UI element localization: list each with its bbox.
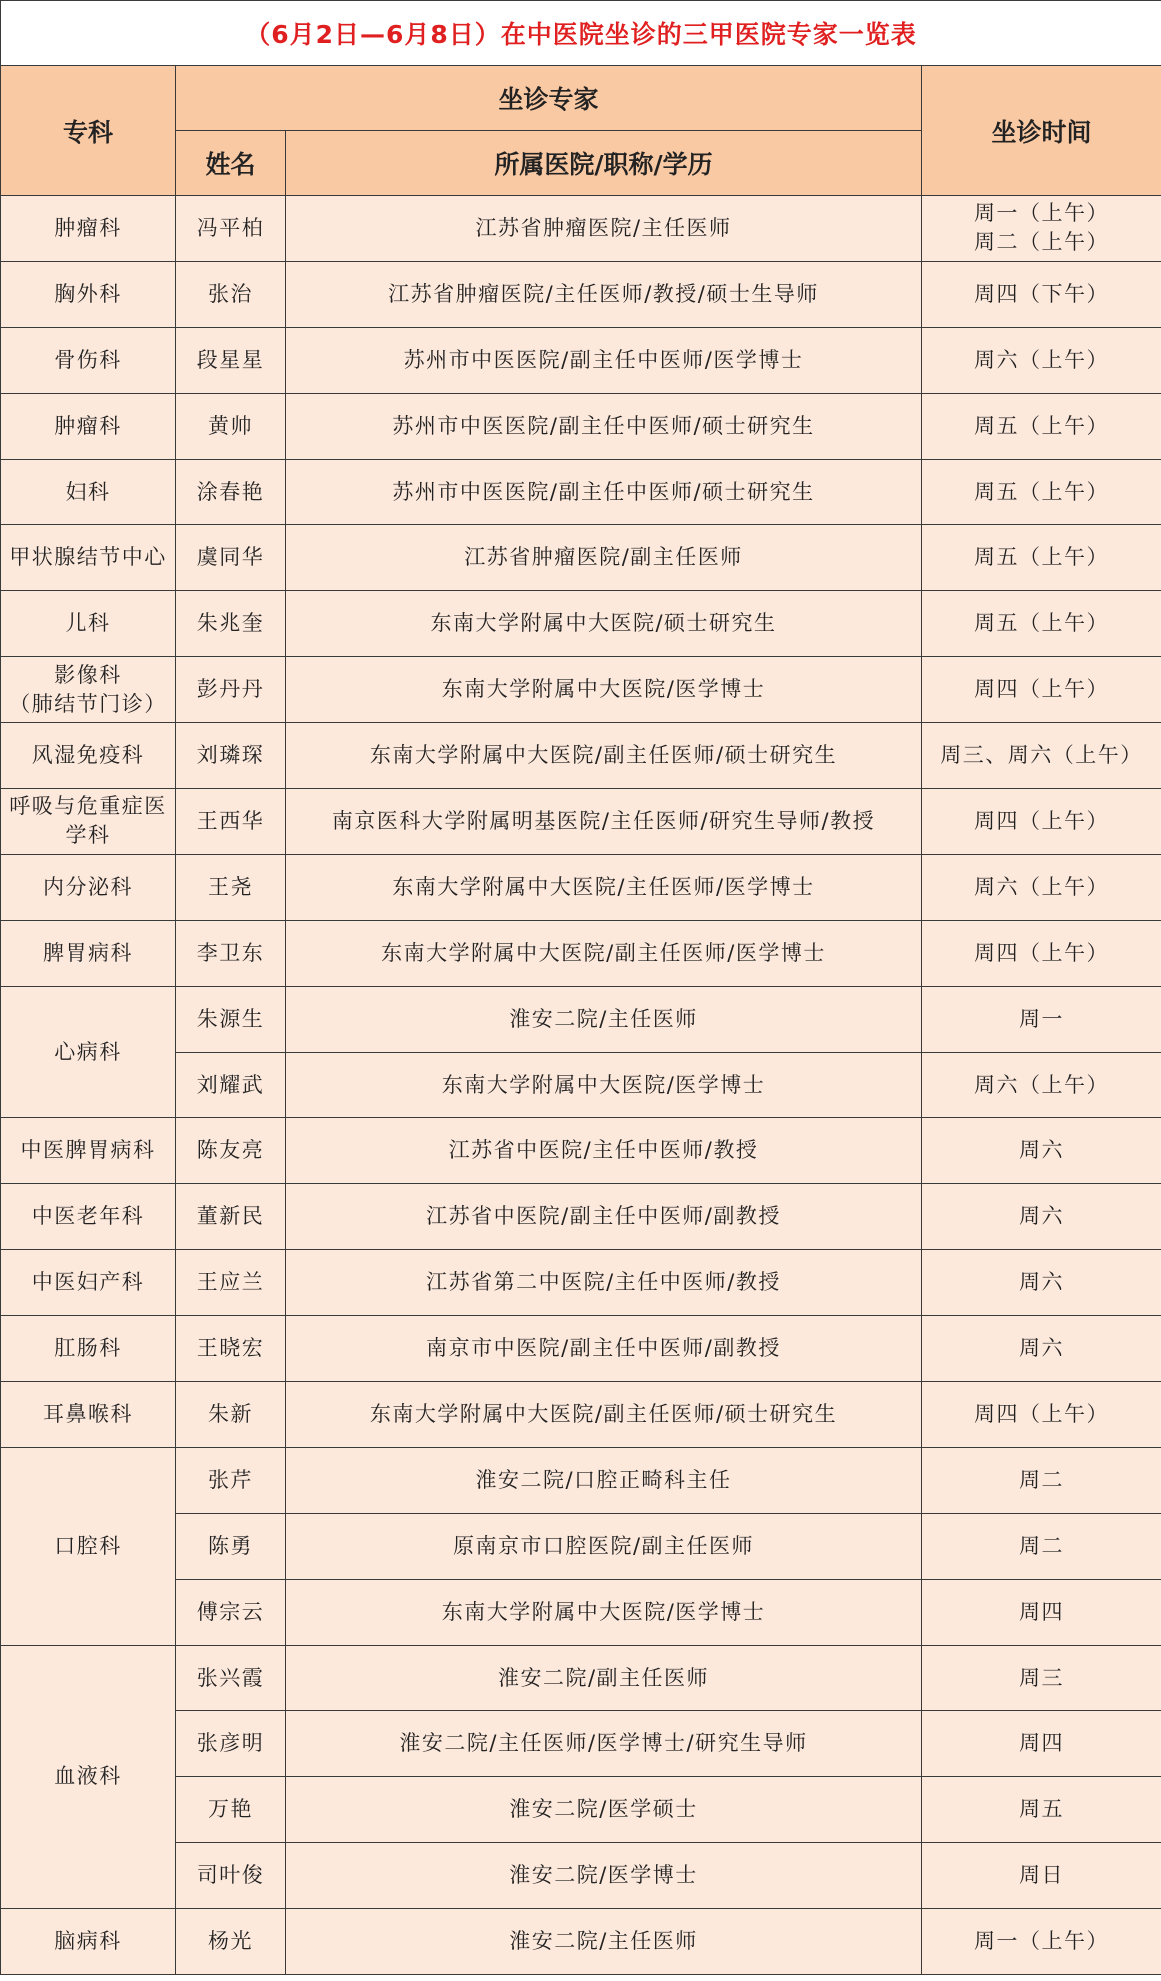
- name-cell: 朱源生: [176, 986, 286, 1052]
- hospital-cell: 江苏省第二中医院/主任中医师/教授: [286, 1250, 922, 1316]
- name-cell: 段星星: [176, 327, 286, 393]
- table-row: [1, 920, 1161, 986]
- name-cell: 王晓宏: [176, 1316, 286, 1382]
- time-cell: 周五（上午）: [922, 591, 1161, 657]
- time-cell: 周六: [922, 1184, 1161, 1250]
- hospital-cell: 东南大学附属中大医院/副主任医师/医学博士: [286, 920, 922, 986]
- hospital-cell: 南京市中医院/副主任中医师/副教授: [286, 1316, 922, 1382]
- dept-cell: 脑病科: [1, 1909, 176, 1975]
- hospital-cell: 淮安二院/口腔正畸科主任: [286, 1447, 922, 1513]
- name-cell: 黄帅: [176, 393, 286, 459]
- time-cell: 周一: [922, 986, 1161, 1052]
- hospital-cell: 江苏省中医院/主任中医师/教授: [286, 1118, 922, 1184]
- table-row: [1, 1250, 1161, 1316]
- name-cell: 傅宗云: [176, 1579, 286, 1645]
- time-cell: 周六: [922, 1250, 1161, 1316]
- time-cell: 周四（上午）: [922, 920, 1161, 986]
- name-cell: 李卫东: [176, 920, 286, 986]
- table-row: [1, 1711, 1161, 1777]
- time-cell: 周二: [922, 1513, 1161, 1579]
- time-cell: 周三、周六（上午）: [922, 723, 1161, 789]
- dept-cell: 骨伤科: [1, 327, 176, 393]
- table-row: [1, 657, 1161, 723]
- table-row: [1, 196, 1161, 262]
- table-row: [1, 525, 1161, 591]
- name-cell: 朱兆奎: [176, 591, 286, 657]
- hospital-cell: 东南大学附属中大医院/医学博士: [286, 1052, 922, 1118]
- hospital-cell: 江苏省肿瘤医院/主任医师/教授/硕士生导师: [286, 261, 922, 327]
- name-cell: 王应兰: [176, 1250, 286, 1316]
- dept-cell: 心病科: [1, 986, 176, 1118]
- dept-cell: 脾胃病科: [1, 920, 176, 986]
- name-cell: 张彦明: [176, 1711, 286, 1777]
- dept-cell: 中医脾胃病科: [1, 1118, 176, 1184]
- time-cell: 周六（上午）: [922, 854, 1161, 920]
- dept-cell: 胸外科: [1, 261, 176, 327]
- table-row: [1, 1909, 1161, 1975]
- dept-cell: 风湿免疫科: [1, 723, 176, 789]
- time-cell: 周四: [922, 1579, 1161, 1645]
- name-cell: 张芹: [176, 1447, 286, 1513]
- hospital-cell: 苏州市中医医院/副主任中医师/硕士研究生: [286, 393, 922, 459]
- dept-cell: 儿科: [1, 591, 176, 657]
- header-experts: 坐诊专家: [176, 66, 922, 131]
- dept-cell: 肿瘤科: [1, 196, 176, 262]
- name-cell: 王尧: [176, 854, 286, 920]
- hospital-cell: 东南大学附属中大医院/副主任医师/硕士研究生: [286, 1382, 922, 1448]
- table-row: [1, 1382, 1161, 1448]
- hospital-cell: 东南大学附属中大医院/硕士研究生: [286, 591, 922, 657]
- table-row: [1, 789, 1161, 855]
- dept-cell: 中医妇产科: [1, 1250, 176, 1316]
- name-cell: 虞同华: [176, 525, 286, 591]
- name-cell: 陈友亮: [176, 1118, 286, 1184]
- hospital-cell: 淮安二院/医学博士: [286, 1843, 922, 1909]
- header-hospital: 所属医院/职称/学历: [286, 131, 922, 196]
- name-cell: 司叶俊: [176, 1843, 286, 1909]
- time-cell: 周日: [922, 1843, 1161, 1909]
- time-cell: 周三: [922, 1645, 1161, 1711]
- name-cell: 彭丹丹: [176, 657, 286, 723]
- hospital-cell: 淮安二院/主任医师: [286, 1909, 922, 1975]
- time-cell: 周四（上午）: [922, 1382, 1161, 1448]
- table-row: [1, 459, 1161, 525]
- time-cell: 周四（上午）: [922, 789, 1161, 855]
- dept-cell: 血液科: [1, 1645, 176, 1909]
- dept-cell: 妇科: [1, 459, 176, 525]
- dept-cell: 中医老年科: [1, 1184, 176, 1250]
- name-cell: 陈勇: [176, 1513, 286, 1579]
- table-title: （6月2日—6月8日）在中医院坐诊的三甲医院专家一览表: [1, 1, 1161, 66]
- table-row: [1, 327, 1161, 393]
- hospital-cell: 江苏省肿瘤医院/副主任医师: [286, 525, 922, 591]
- name-cell: 王西华: [176, 789, 286, 855]
- table-row: [1, 1843, 1161, 1909]
- dept-cell: 甲状腺结节中心: [1, 525, 176, 591]
- hospital-cell: 南京医科大学附属明基医院/主任医师/研究生导师/教授: [286, 789, 922, 855]
- name-cell: 杨光: [176, 1909, 286, 1975]
- hospital-cell: 东南大学附属中大医院/主任医师/医学博士: [286, 854, 922, 920]
- time-cell: 周五（上午）: [922, 393, 1161, 459]
- name-cell: 涂春艳: [176, 459, 286, 525]
- time-cell: 周五（上午）: [922, 525, 1161, 591]
- hospital-cell: 淮安二院/主任医师/医学博士/研究生导师: [286, 1711, 922, 1777]
- table-body: [1, 196, 1161, 1975]
- name-cell: 刘璘琛: [176, 723, 286, 789]
- table-row: [1, 1118, 1161, 1184]
- time-cell: 周五（上午）: [922, 459, 1161, 525]
- hospital-cell: 东南大学附属中大医院/副主任医师/硕士研究生: [286, 723, 922, 789]
- hospital-cell: 苏州市中医医院/副主任中医师/医学博士: [286, 327, 922, 393]
- name-cell: 万艳: [176, 1777, 286, 1843]
- table-row: [1, 986, 1161, 1052]
- table-row: [1, 1447, 1161, 1513]
- table-row: [1, 1777, 1161, 1843]
- hospital-cell: 江苏省中医院/副主任中医师/副教授: [286, 1184, 922, 1250]
- name-cell: 张兴霞: [176, 1645, 286, 1711]
- header-name: 姓名: [176, 131, 286, 196]
- header-dept: 专科: [1, 66, 176, 196]
- dept-cell: 口腔科: [1, 1447, 176, 1645]
- time-cell: 周二: [922, 1447, 1161, 1513]
- dept-cell: 肛肠科: [1, 1316, 176, 1382]
- time-cell: 周六（上午）: [922, 1052, 1161, 1118]
- time-cell: 周一（上午）: [922, 1909, 1161, 1975]
- table-row: [1, 723, 1161, 789]
- hospital-cell: 苏州市中医医院/副主任中医师/硕士研究生: [286, 459, 922, 525]
- hospital-cell: 原南京市口腔医院/副主任医师: [286, 1513, 922, 1579]
- name-cell: 朱新: [176, 1382, 286, 1448]
- table-row: [1, 1579, 1161, 1645]
- table-row: [1, 1645, 1161, 1711]
- time-cell: 周六: [922, 1316, 1161, 1382]
- time-cell: 周一（上午） 周二（上午）: [922, 196, 1161, 262]
- dept-cell: 影像科 （肺结节门诊）: [1, 657, 176, 723]
- table-row: [1, 393, 1161, 459]
- time-cell: 周六（上午）: [922, 327, 1161, 393]
- name-cell: 冯平柏: [176, 196, 286, 262]
- time-cell: 周六: [922, 1118, 1161, 1184]
- time-cell: 周四（下午）: [922, 261, 1161, 327]
- dept-cell: 肿瘤科: [1, 393, 176, 459]
- table-row: [1, 854, 1161, 920]
- dept-cell: 耳鼻喉科: [1, 1382, 176, 1448]
- dept-cell: 内分泌科: [1, 854, 176, 920]
- name-cell: 董新民: [176, 1184, 286, 1250]
- hospital-cell: 淮安二院/主任医师: [286, 986, 922, 1052]
- hospital-cell: 东南大学附属中大医院/医学博士: [286, 657, 922, 723]
- hospital-cell: 淮安二院/医学硕士: [286, 1777, 922, 1843]
- dept-cell: 呼吸与危重症医 学科: [1, 789, 176, 855]
- table-row: [1, 1316, 1161, 1382]
- time-cell: 周四（上午）: [922, 657, 1161, 723]
- name-cell: 刘耀武: [176, 1052, 286, 1118]
- table-row: [1, 591, 1161, 657]
- time-cell: 周五: [922, 1777, 1161, 1843]
- table-row: [1, 1513, 1161, 1579]
- hospital-cell: 江苏省肿瘤医院/主任医师: [286, 196, 922, 262]
- table-row: [1, 1052, 1161, 1118]
- header-time: 坐诊时间: [922, 66, 1161, 196]
- hospital-cell: 东南大学附属中大医院/医学博士: [286, 1579, 922, 1645]
- name-cell: 张治: [176, 261, 286, 327]
- hospital-cell: 淮安二院/副主任医师: [286, 1645, 922, 1711]
- table-row: [1, 261, 1161, 327]
- table-row: [1, 1184, 1161, 1250]
- time-cell: 周四: [922, 1711, 1161, 1777]
